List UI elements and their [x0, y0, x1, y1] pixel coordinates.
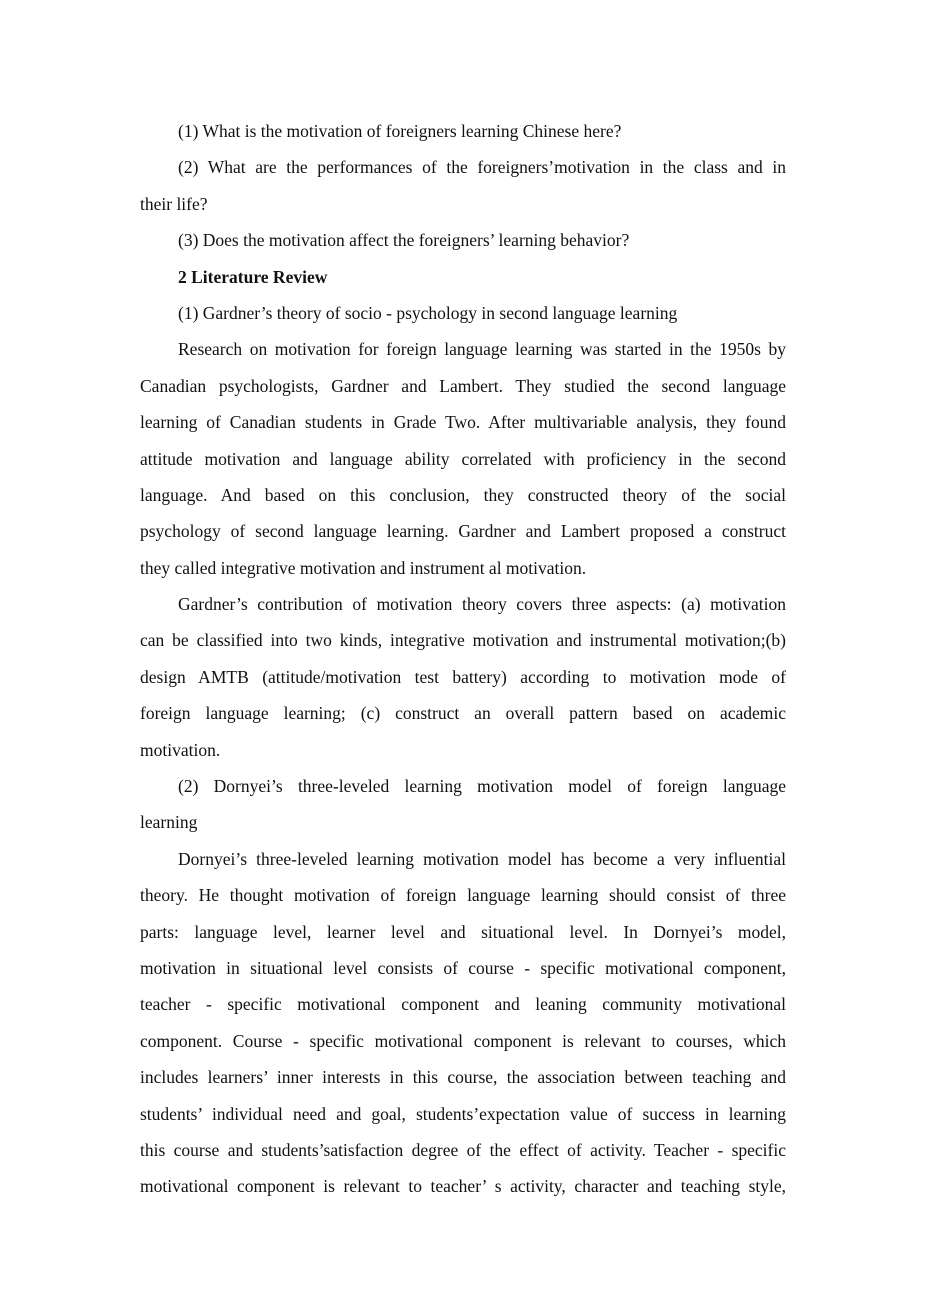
text-line: motivation. [140, 739, 221, 760]
text-line: learning of Canadian students in Grade Two. After multivariable analysis, they found [140, 412, 786, 433]
text-line: component. Course - specific motivational component is relevant to courses, which [140, 1030, 786, 1051]
text-line: attitude motivation and language ability correlated with proficiency in the second [140, 448, 786, 469]
text-line: (3) Does the motivation affect the foreigners’ learning behavior? [178, 230, 630, 251]
paragraph [140, 841, 786, 1205]
text-line: (2) What are the performances of the foreigners’motivation in the class and in [178, 157, 786, 178]
paragraph [140, 768, 786, 841]
text-line: Gardner’s contribution of motivation theory covers three aspects: (a) motivation [178, 594, 786, 615]
document-page [140, 113, 786, 1205]
text-line: language. And based on this conclusion, they constructed theory of the social [140, 484, 786, 505]
text-line: parts: language level, learner level and situational level. In Dornyei’s model, [140, 921, 786, 942]
text-line: theory. He thought motivation of foreign language learning should consist of three [140, 885, 786, 906]
text-line: includes learners’ inner interests in this course, the association between teaching and [140, 1067, 786, 1088]
text-line: motivation in situational level consists of course - specific motivational component, [140, 957, 786, 978]
paragraph [140, 295, 786, 331]
text-line: Research on motivation for foreign language learning was started in the 1950s by [178, 339, 786, 360]
text-line: psychology of second language learning. Gardner and Lambert proposed a construct [140, 521, 786, 542]
text-line: teacher - specific motivational component and leaning community motivational [140, 994, 786, 1015]
section-heading [140, 259, 786, 295]
text-line: motivational component is relevant to teacher’ s activity, character and teaching style, [140, 1176, 786, 1197]
text-line: can be classified into two kinds, integrative motivation and instrumental motivation;(b) [140, 630, 786, 651]
text-line: they called integrative motivation and instrument al motivation. [140, 557, 587, 578]
text-line: Canadian psychologists, Gardner and Lambert. They studied the second language [140, 375, 786, 396]
text-line: students’ individual need and goal, students’expectation value of success in learning [140, 1103, 786, 1124]
paragraph [140, 331, 786, 586]
text-line: learning [140, 812, 198, 833]
text-line: design AMTB (attitude/motivation test battery) according to motivation mode of [140, 666, 786, 687]
text-line: (2) Dornyei’s three-leveled learning motivation model of foreign language [178, 776, 786, 797]
paragraph [140, 149, 786, 222]
text-line: foreign language learning; (c) construct an overall pattern based on academic [140, 703, 786, 724]
text-line: this course and students’satisfaction degree of the effect of activity. Teacher - specific [140, 1139, 786, 1160]
paragraph [140, 222, 786, 258]
text-line: (1) What is the motivation of foreigners learning Chinese here? [178, 121, 622, 141]
paragraph [140, 113, 786, 149]
paragraph [140, 586, 786, 768]
text-line: 2 Literature Review [178, 266, 328, 287]
text-line: their life? [140, 193, 208, 214]
text-line: Dornyei’s three-leveled learning motivation model has become a very influential [178, 848, 786, 869]
text-line: (1) Gardner’s theory of socio - psychology in second language learning [178, 302, 678, 323]
